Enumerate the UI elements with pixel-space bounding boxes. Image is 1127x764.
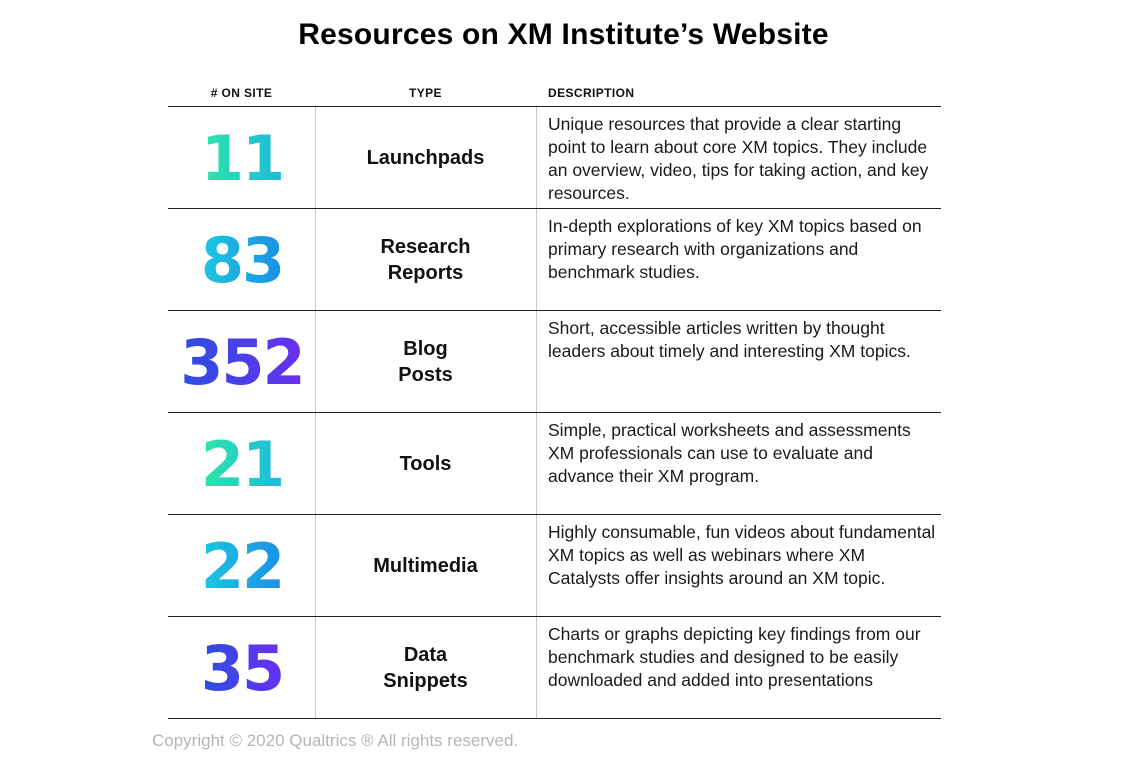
header-count: # ON SITE <box>210 86 273 100</box>
count-number <box>172 419 312 509</box>
description-cell <box>548 209 941 310</box>
table-row <box>168 209 941 311</box>
count-number <box>172 623 312 713</box>
count-number <box>172 521 312 611</box>
svg-text:35: 35 <box>200 631 283 705</box>
count-cell <box>168 617 316 718</box>
page-title: Resources on XM Institute’s Website <box>298 18 829 51</box>
svg-text:11: 11 <box>200 121 283 195</box>
svg-text:352: 352 <box>179 325 304 399</box>
type-cell <box>315 413 537 514</box>
description-text: Charts or graphs depicting key findings from our benchmark studies and designed to be easily downloaded and added into presentations <box>548 624 921 690</box>
svg-text:21: 21 <box>200 427 283 501</box>
svg-text:83: 83 <box>200 223 283 297</box>
type-cell <box>315 311 537 412</box>
type-label: Multimedia <box>373 554 478 577</box>
type-label: Blog Posts <box>398 337 453 386</box>
header-type: TYPE <box>409 86 442 100</box>
description-cell <box>548 107 941 208</box>
description-cell <box>548 617 941 718</box>
table-row <box>168 413 941 515</box>
table-row <box>168 617 941 719</box>
type-cell <box>315 209 537 310</box>
count-number <box>172 113 312 203</box>
resources-table <box>168 82 941 719</box>
count-cell <box>168 413 316 514</box>
description-text: Simple, practical worksheets and assessments XM professionals can use to evaluate and advance their XM program. <box>548 420 911 486</box>
count-cell <box>168 107 316 208</box>
description-cell <box>548 515 941 616</box>
description-text: Highly consumable, fun videos about fundamental XM topics as well as webinars where XM Catalysts offer insights around an XM topic. <box>548 522 936 588</box>
type-label: Research Reports <box>380 235 471 284</box>
count-cell <box>168 515 316 616</box>
type-label: Launchpads <box>366 146 485 169</box>
table-header <box>168 82 941 107</box>
svg-text:22: 22 <box>200 529 283 603</box>
count-cell <box>168 311 316 412</box>
type-cell <box>315 515 537 616</box>
count-number <box>172 317 312 407</box>
type-label: Data Snippets <box>383 643 468 692</box>
description-text: In-depth explorations of key XM topics based on primary research with organizations and benchmark studies. <box>548 216 922 282</box>
copyright-notice: Copyright © 2020 Qualtrics ® All rights reserved. <box>152 731 519 750</box>
description-text: Unique resources that provide a clear starting point to learn about core XM topics. They include an overview, video, tips for taking action, and key resources. <box>548 114 929 203</box>
description-cell <box>548 311 941 412</box>
type-cell <box>315 617 537 718</box>
table-row <box>168 107 941 209</box>
description-text: Short, accessible articles written by thought leaders about timely and interesting XM topics. <box>548 318 911 361</box>
type-label: Tools <box>399 452 452 475</box>
count-cell <box>168 209 316 310</box>
table-row <box>168 515 941 617</box>
count-number <box>172 215 312 305</box>
header-description: DESCRIPTION <box>548 86 635 100</box>
table-row <box>168 311 941 413</box>
type-cell <box>315 107 537 208</box>
description-cell <box>548 413 941 514</box>
